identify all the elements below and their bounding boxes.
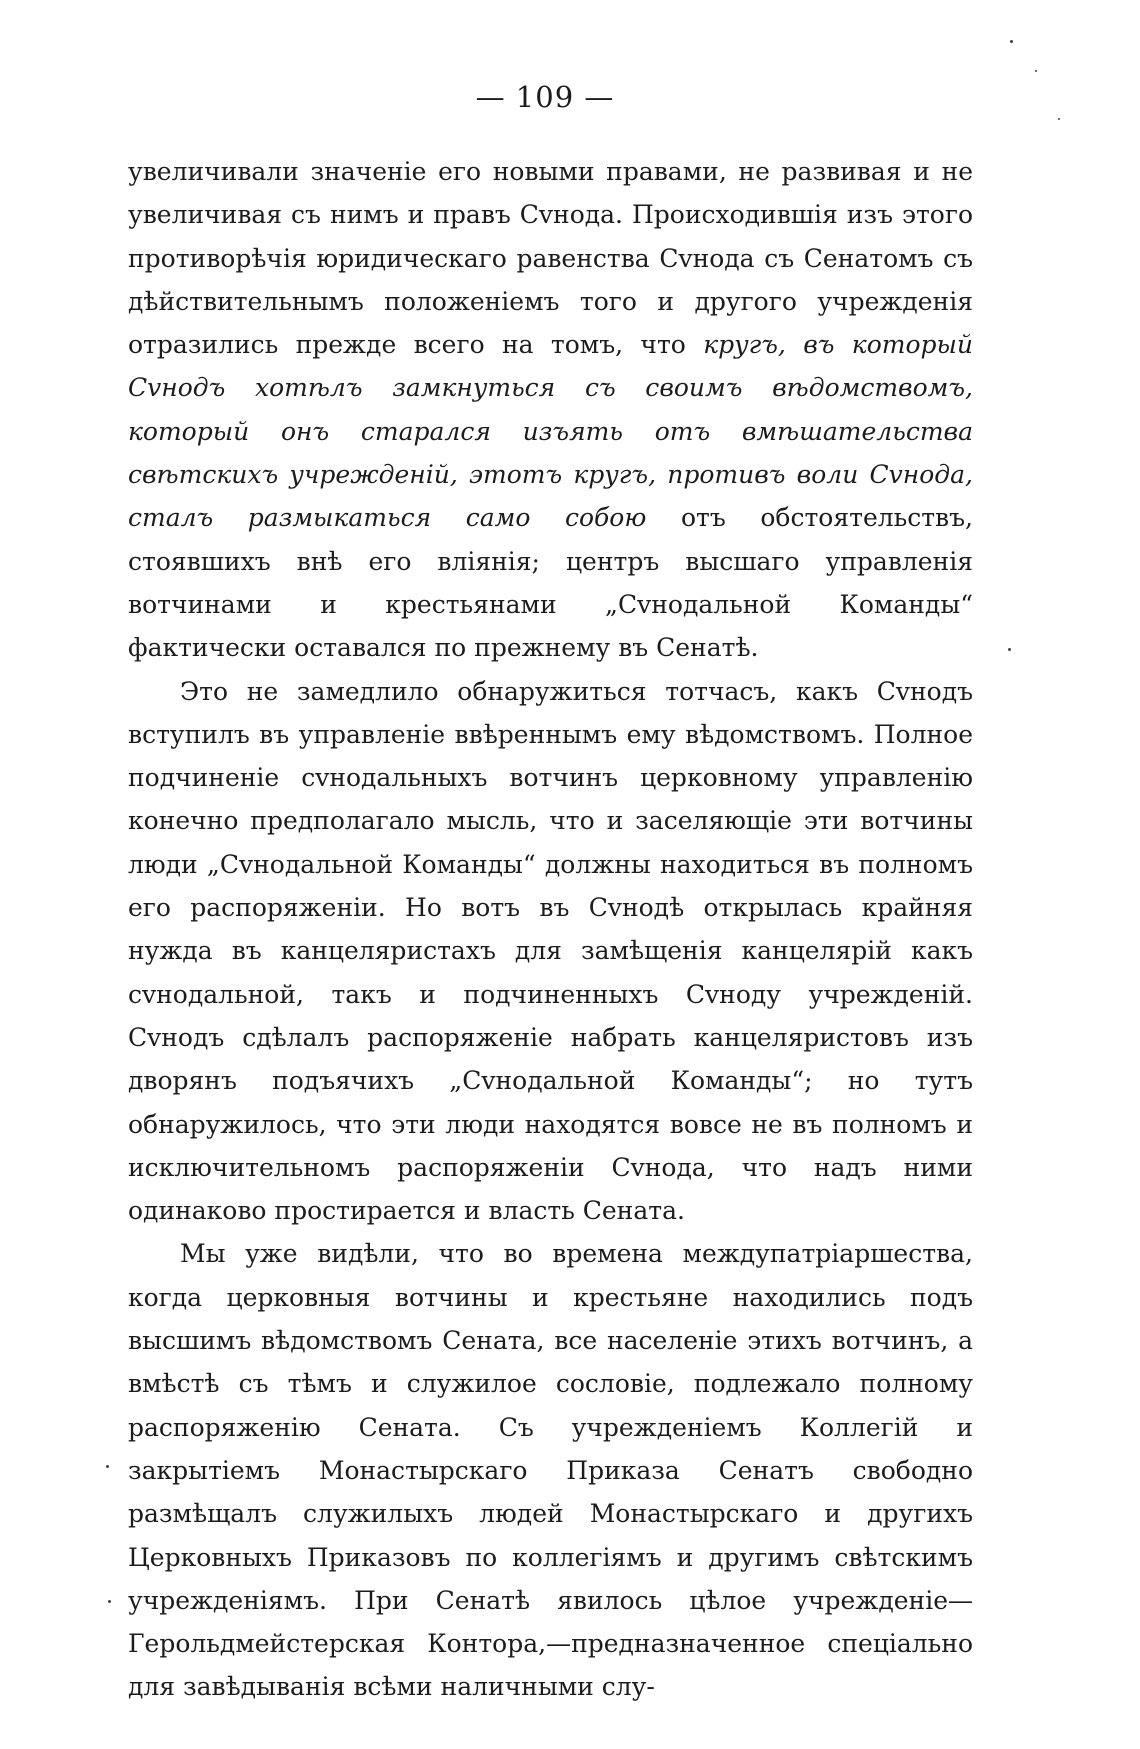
print-speck — [106, 1465, 109, 1468]
paragraph-1 — [128, 150, 973, 670]
print-speck — [1058, 118, 1060, 120]
print-speck — [108, 1600, 111, 1603]
paragraph-3: Мы уже видѣли, что во времена междупатріаршества, когда церковныя вотчины и крестьяне находились подъ высшимъ вѣдомствомъ Сената, все населеніе этихъ вотчинъ, а вмѣстѣ съ тѣмъ и служилое сословіе, подлежало полному распоряженію Сената. Съ учрежденіемъ Коллегій и закрытіемъ Монастырскаго Приказа Сенатъ свободно размѣщалъ служилыхъ людей Монастырскаго и другихъ Церковныхъ Приказовъ по коллегіямъ и другимъ свѣтскимъ учрежденіямъ. При Сенатѣ явилось цѣлое учрежденіе—Герольдмейстерская Контора,—предназначенное спеціально для завѣдыванія всѣми наличными слу- — [128, 1239, 973, 1702]
print-speck — [1010, 40, 1013, 43]
paragraph-1-opening: увеличивали значеніе его новыми правами, не развивая и не увеличивая съ нимъ и правъ Сvнода. Происходившія изъ этого противорѣчія юридическаго равенства Сvнода съ Сенатомъ съ дѣйствительнымъ положеніемъ того и другого учрежденія отразились прежде всего на томъ, что — [128, 157, 973, 360]
page-number: — 109 — — [475, 80, 615, 114]
print-speck — [1008, 648, 1011, 651]
paragraph-2: Это не замедлило обнаружиться тотчасъ, какъ Сvнодъ вступилъ въ управленіе ввѣреннымъ ему вѣдомствомъ. Полное подчиненіе сvнодальныхъ вотчинъ церковному управленію конечно предполагало мысль, что и заселяющіе эти вотчины люди „Сvнодальной Команды“ должны находиться въ полномъ его распоряженіи. Но вотъ въ Сvнодѣ открылась крайняя нужда въ канцеляристахъ для замѣщенія канцелярій какъ сvнодальной, такъ и подчиненныхъ Сvноду учрежденій. Сvнодъ сдѣлалъ распоряженіе набрать канцеляристовъ изъ дворянъ подъячихъ „Сvнодальной Команды“; но тутъ обнаружилось, что эти люди находятся вовсе не въ полномъ и исключительномъ распоряженіи Сvнода, что надъ ними одинаково простирается и власть Сената. — [128, 676, 973, 1226]
paragraph-1-italic-passage: кругъ, въ который Сvнодъ хотѣлъ замкнуться съ своимъ вѣдомствомъ, который онъ старался изъять отъ вмѣшательства свѣтскихъ учрежденій, этотъ кругъ, противъ воли Сvнода, сталъ размыкаться само собою — [128, 330, 973, 533]
body-text — [128, 150, 973, 1709]
paragraph-1-closing: отъ обстоятельствъ, стоявшихъ внѣ его вліянія; центръ высшаго управленія вотчинами и крестьянами „Сvнодальной Команды“ фактически оставался по прежнему въ Сенатѣ. — [128, 503, 973, 663]
print-speck — [1035, 70, 1037, 72]
